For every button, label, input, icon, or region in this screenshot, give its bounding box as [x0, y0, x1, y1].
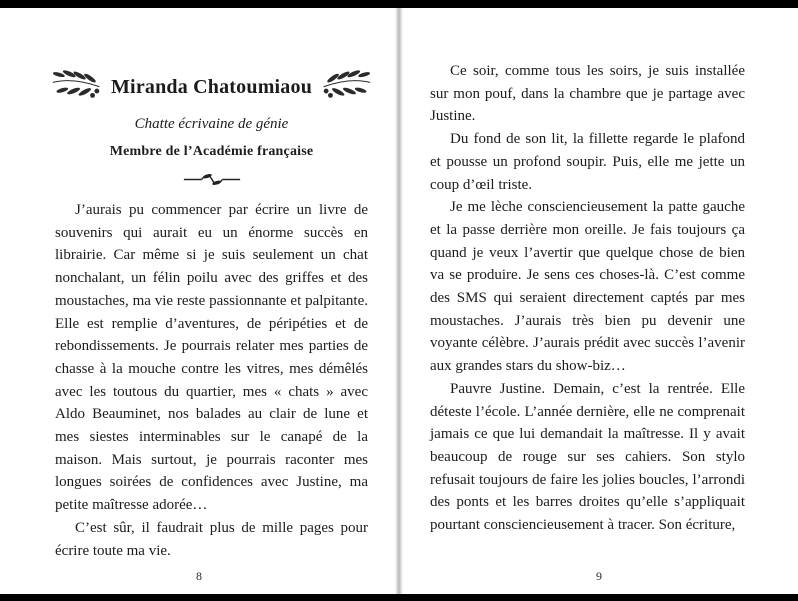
page-left: [0, 8, 398, 594]
chapter-title: Miranda Chatoumiaou: [110, 75, 313, 98]
book-edge-top: [0, 0, 798, 8]
author-affiliation: Membre de l’Académie française: [109, 144, 314, 159]
page-number-right: 9: [596, 569, 602, 583]
page-right: [400, 8, 798, 594]
left-page-body: [55, 199, 368, 562]
vine-ornament-divider-icon: [55, 172, 368, 190]
left-page-content: [55, 8, 368, 562]
chapter-subtitle: Chatte écrivaine de génie: [134, 116, 289, 132]
paragraph: Ce soir, comme tous les soirs, je suis installée sur mon pouf, dans la chambre que je partage avec Justine.: [430, 63, 745, 125]
paragraph: Pauvre Justine. Demain, c’est la rentrée. Elle déteste l’école. L’année dernière, elle ne comprenait jamais ce que lui demandait la maîtresse. Il y avait beaucoup de rouge sur ses cahiers. Son stylo refusait toujours de faire les jolies boucles, l’arrondi des ponts et les barres droites qu’elle s’appliquait pourtant consciencieusement à tracer. Son écriture,: [430, 380, 745, 534]
paragraph: C’est sûr, il faudrait plus de mille pages pour écrire toute ma vie.: [55, 519, 368, 559]
book-edge-bottom: [0, 594, 798, 601]
olive-branch-right-icon: [320, 66, 372, 109]
chapter-header: [55, 64, 368, 110]
right-page-body: [430, 60, 745, 537]
page-number-left: 8: [196, 569, 202, 583]
paragraph: J’aurais pu commencer par écrire un livre de souvenirs qui aurait eu un énorme succès en librairie. Car même si je suis seulement un chat nonchalant, un félin poilu avec des griffes et des moustaches, ma vie reste passionnante et palpitante. Elle est remplie d’aventures, de péripéties et de rebondissements. Je pourrais relater mes parties de chasse à la mouche contre les vitres, mes démêlés avec les toutous du quartier, mes « chats » avec Aldo Beauminet, nos balades au clair de lune et mes siestes interminables sur le canapé de la maison. Mais surtout, je pourrais raconter mes longues soirées de confidences avec Justine, ma petite maîtresse adorée…: [55, 202, 368, 514]
paragraph: Je me lèche consciencieusement la patte gauche et la passe derrière mon oreille. Je fais toujours ça quand je veux l’avertir que quelque chose de bien va se produire. Je sens ces choses-là. C’est comme des SMS qui seraient directement captés par mes moustaches. J’aurais très bien pu devenir une voyante célèbre. J’aurais prédit avec succès l’avenir aux grandes stars du show-biz…: [430, 199, 745, 375]
olive-branch-left-icon: [51, 66, 103, 109]
paragraph: Du fond de son lit, la fillette regarde le plafond et pousse un profond soupir. Puis, elle me jette un coup d’œil triste.: [430, 131, 745, 193]
right-page-content: [430, 8, 745, 537]
